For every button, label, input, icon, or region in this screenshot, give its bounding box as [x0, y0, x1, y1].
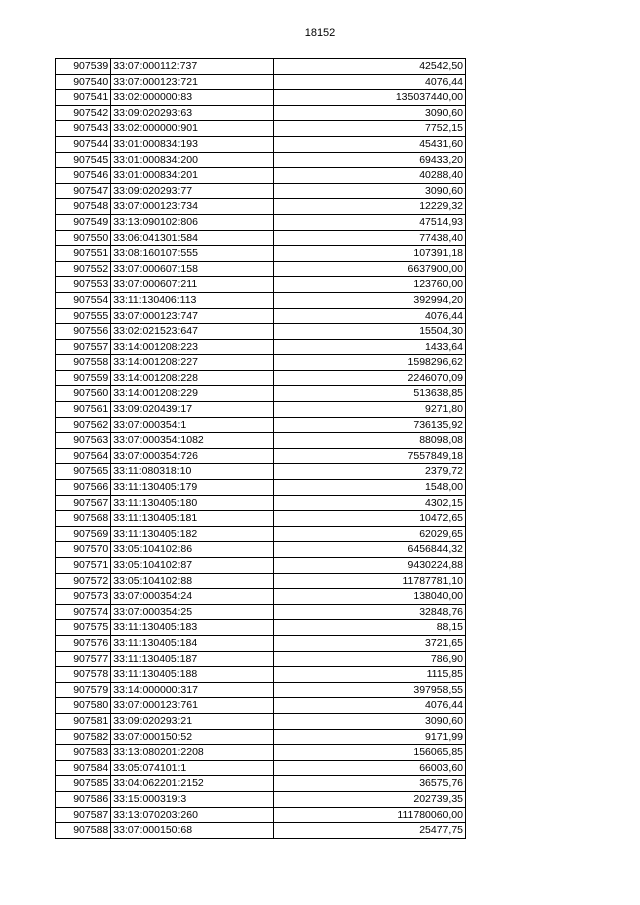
- cadastral-number-cell: 33:01:000834:201: [111, 168, 274, 184]
- table-row: [56, 464, 466, 480]
- table-row: [56, 324, 466, 340]
- row-id-cell: 907575: [56, 620, 111, 636]
- row-id-cell: 907578: [56, 667, 111, 683]
- row-id-cell: 907569: [56, 526, 111, 542]
- value-cell: 107391,18: [274, 246, 466, 262]
- cadastral-number-cell: 33:05:074101:1: [111, 760, 274, 776]
- value-cell: 69433,20: [274, 152, 466, 168]
- table-row: [56, 729, 466, 745]
- row-id-cell: 907543: [56, 121, 111, 137]
- table-row: [56, 308, 466, 324]
- registry-table: [55, 58, 466, 839]
- cadastral-number-cell: 33:09:020293:63: [111, 105, 274, 121]
- row-id-cell: 907555: [56, 308, 111, 324]
- row-id-cell: 907565: [56, 464, 111, 480]
- value-cell: 77438,40: [274, 230, 466, 246]
- table-row: [56, 526, 466, 542]
- row-id-cell: 907572: [56, 573, 111, 589]
- cadastral-number-cell: 33:07:000123:747: [111, 308, 274, 324]
- cadastral-number-cell: 33:04:062201:2152: [111, 776, 274, 792]
- value-cell: 3090,60: [274, 713, 466, 729]
- cadastral-number-cell: 33:07:000123:761: [111, 698, 274, 714]
- cadastral-number-cell: 33:14:001208:227: [111, 355, 274, 371]
- table-row: [56, 667, 466, 683]
- table-row: [56, 651, 466, 667]
- value-cell: 4076,44: [274, 74, 466, 90]
- table-row: [56, 495, 466, 511]
- table-row: [56, 261, 466, 277]
- table-row: [56, 511, 466, 527]
- table-row: [56, 121, 466, 137]
- table-row: [56, 105, 466, 121]
- cadastral-number-cell: 33:11:130405:179: [111, 480, 274, 496]
- table-row: [56, 292, 466, 308]
- row-id-cell: 907560: [56, 386, 111, 402]
- table-row: [56, 402, 466, 418]
- cadastral-number-cell: 33:11:130405:182: [111, 526, 274, 542]
- cadastral-number-cell: 33:07:000354:1082: [111, 433, 274, 449]
- cadastral-number-cell: 33:11:130406:113: [111, 292, 274, 308]
- cadastral-number-cell: 33:15:000319:3: [111, 791, 274, 807]
- table-row: [56, 823, 466, 839]
- value-cell: 1115,85: [274, 667, 466, 683]
- value-cell: 3090,60: [274, 105, 466, 121]
- cadastral-number-cell: 33:08:160107:555: [111, 246, 274, 262]
- cadastral-number-cell: 33:11:130405:184: [111, 635, 274, 651]
- row-id-cell: 907584: [56, 760, 111, 776]
- value-cell: 2246070,09: [274, 370, 466, 386]
- value-cell: 9171,99: [274, 729, 466, 745]
- row-id-cell: 907570: [56, 542, 111, 558]
- value-cell: 47514,93: [274, 214, 466, 230]
- value-cell: 11787781,10: [274, 573, 466, 589]
- table-row: [56, 558, 466, 574]
- value-cell: 88098,08: [274, 433, 466, 449]
- value-cell: 156065,85: [274, 745, 466, 761]
- value-cell: 6456844,32: [274, 542, 466, 558]
- value-cell: 88,15: [274, 620, 466, 636]
- row-id-cell: 907552: [56, 261, 111, 277]
- row-id-cell: 907574: [56, 604, 111, 620]
- table-row: [56, 433, 466, 449]
- table-row: [56, 90, 466, 106]
- table-row: [56, 246, 466, 262]
- row-id-cell: 907547: [56, 183, 111, 199]
- table-row: [56, 355, 466, 371]
- table-row: [56, 448, 466, 464]
- row-id-cell: 907562: [56, 417, 111, 433]
- row-id-cell: 907550: [56, 230, 111, 246]
- row-id-cell: 907583: [56, 745, 111, 761]
- cadastral-number-cell: 33:07:000150:52: [111, 729, 274, 745]
- cadastral-number-cell: 33:02:000000:901: [111, 121, 274, 137]
- row-id-cell: 907563: [56, 433, 111, 449]
- value-cell: 786,90: [274, 651, 466, 667]
- row-id-cell: 907576: [56, 635, 111, 651]
- cadastral-number-cell: 33:05:104102:88: [111, 573, 274, 589]
- table-row: [56, 168, 466, 184]
- value-cell: 138040,00: [274, 589, 466, 605]
- value-cell: 12229,32: [274, 199, 466, 215]
- value-cell: 736135,92: [274, 417, 466, 433]
- value-cell: 3721,65: [274, 635, 466, 651]
- value-cell: 4302,15: [274, 495, 466, 511]
- cadastral-number-cell: 33:11:130405:188: [111, 667, 274, 683]
- row-id-cell: 907557: [56, 339, 111, 355]
- row-id-cell: 907559: [56, 370, 111, 386]
- row-id-cell: 907545: [56, 152, 111, 168]
- value-cell: 7752,15: [274, 121, 466, 137]
- row-id-cell: 907548: [56, 199, 111, 215]
- cadastral-number-cell: 33:09:020293:77: [111, 183, 274, 199]
- cadastral-number-cell: 33:02:021523:647: [111, 324, 274, 340]
- row-id-cell: 907546: [56, 168, 111, 184]
- cadastral-number-cell: 33:06:041301:584: [111, 230, 274, 246]
- row-id-cell: 907540: [56, 74, 111, 90]
- cadastral-number-cell: 33:05:104102:87: [111, 558, 274, 574]
- table-row: [56, 573, 466, 589]
- cadastral-number-cell: 33:02:000000:83: [111, 90, 274, 106]
- row-id-cell: 907542: [56, 105, 111, 121]
- value-cell: 9271,80: [274, 402, 466, 418]
- value-cell: 36575,76: [274, 776, 466, 792]
- table-row: [56, 745, 466, 761]
- table-body: [56, 59, 466, 839]
- value-cell: 45431,60: [274, 136, 466, 152]
- cadastral-number-cell: 33:11:080318:10: [111, 464, 274, 480]
- row-id-cell: 907573: [56, 589, 111, 605]
- row-id-cell: 907541: [56, 90, 111, 106]
- table-row: [56, 776, 466, 792]
- value-cell: 66003,60: [274, 760, 466, 776]
- cadastral-number-cell: 33:11:130405:183: [111, 620, 274, 636]
- table-row: [56, 760, 466, 776]
- table-row: [56, 59, 466, 75]
- table-row: [56, 791, 466, 807]
- value-cell: 3090,60: [274, 183, 466, 199]
- value-cell: 10472,65: [274, 511, 466, 527]
- value-cell: 2379,72: [274, 464, 466, 480]
- cadastral-number-cell: 33:07:000354:25: [111, 604, 274, 620]
- row-id-cell: 907580: [56, 698, 111, 714]
- table-row: [56, 542, 466, 558]
- table-row: [56, 370, 466, 386]
- table-row: [56, 698, 466, 714]
- value-cell: 1548,00: [274, 480, 466, 496]
- cadastral-number-cell: 33:07:000123:734: [111, 199, 274, 215]
- cadastral-number-cell: 33:11:130405:181: [111, 511, 274, 527]
- table-row: [56, 417, 466, 433]
- table-row: [56, 183, 466, 199]
- value-cell: 1433,64: [274, 339, 466, 355]
- table-row: [56, 277, 466, 293]
- row-id-cell: 907564: [56, 448, 111, 464]
- table-row: [56, 339, 466, 355]
- table-row: [56, 214, 466, 230]
- table-row: [56, 807, 466, 823]
- value-cell: 202739,35: [274, 791, 466, 807]
- row-id-cell: 907558: [56, 355, 111, 371]
- row-id-cell: 907566: [56, 480, 111, 496]
- cadastral-number-cell: 33:13:080201:2208: [111, 745, 274, 761]
- value-cell: 1598296,62: [274, 355, 466, 371]
- row-id-cell: 907586: [56, 791, 111, 807]
- row-id-cell: 907567: [56, 495, 111, 511]
- table-row: [56, 136, 466, 152]
- cadastral-number-cell: 33:07:000354:24: [111, 589, 274, 605]
- table-row: [56, 74, 466, 90]
- value-cell: 62029,65: [274, 526, 466, 542]
- row-id-cell: 907585: [56, 776, 111, 792]
- cadastral-number-cell: 33:07:000123:721: [111, 74, 274, 90]
- cadastral-number-cell: 33:14:000000:317: [111, 682, 274, 698]
- page-number: 18152: [304, 27, 336, 39]
- value-cell: 6637900,00: [274, 261, 466, 277]
- row-id-cell: 907551: [56, 246, 111, 262]
- value-cell: 111780060,00: [274, 807, 466, 823]
- table-row: [56, 152, 466, 168]
- table-row: [56, 386, 466, 402]
- row-id-cell: 907554: [56, 292, 111, 308]
- cadastral-number-cell: 33:11:130405:187: [111, 651, 274, 667]
- value-cell: 42542,50: [274, 59, 466, 75]
- row-id-cell: 907581: [56, 713, 111, 729]
- value-cell: 4076,44: [274, 698, 466, 714]
- row-id-cell: 907568: [56, 511, 111, 527]
- cadastral-number-cell: 33:09:020293:21: [111, 713, 274, 729]
- value-cell: 135037440,00: [274, 90, 466, 106]
- cadastral-number-cell: 33:09:020439:17: [111, 402, 274, 418]
- table-row: [56, 589, 466, 605]
- row-id-cell: 907582: [56, 729, 111, 745]
- row-id-cell: 907579: [56, 682, 111, 698]
- table-row: [56, 230, 466, 246]
- value-cell: 25477,75: [274, 823, 466, 839]
- row-id-cell: 907553: [56, 277, 111, 293]
- cadastral-number-cell: 33:07:000150:68: [111, 823, 274, 839]
- value-cell: 32848,76: [274, 604, 466, 620]
- row-id-cell: 907539: [56, 59, 111, 75]
- cadastral-number-cell: 33:05:104102:86: [111, 542, 274, 558]
- value-cell: 392994,20: [274, 292, 466, 308]
- value-cell: 9430224,88: [274, 558, 466, 574]
- cadastral-number-cell: 33:07:000354:1: [111, 417, 274, 433]
- cadastral-number-cell: 33:13:070203:260: [111, 807, 274, 823]
- value-cell: 4076,44: [274, 308, 466, 324]
- table-row: [56, 604, 466, 620]
- cadastral-number-cell: 33:14:001208:228: [111, 370, 274, 386]
- cadastral-number-cell: 33:14:001208:223: [111, 339, 274, 355]
- row-id-cell: 907587: [56, 807, 111, 823]
- value-cell: 7557849,18: [274, 448, 466, 464]
- row-id-cell: 907561: [56, 402, 111, 418]
- table-row: [56, 620, 466, 636]
- table-row: [56, 682, 466, 698]
- value-cell: 15504,30: [274, 324, 466, 340]
- row-id-cell: 907571: [56, 558, 111, 574]
- cadastral-number-cell: 33:07:000607:158: [111, 261, 274, 277]
- row-id-cell: 907544: [56, 136, 111, 152]
- cadastral-number-cell: 33:01:000834:193: [111, 136, 274, 152]
- value-cell: 513638,85: [274, 386, 466, 402]
- value-cell: 397958,55: [274, 682, 466, 698]
- row-id-cell: 907549: [56, 214, 111, 230]
- value-cell: 123760,00: [274, 277, 466, 293]
- cadastral-number-cell: 33:14:001208:229: [111, 386, 274, 402]
- table-row: [56, 199, 466, 215]
- row-id-cell: 907556: [56, 324, 111, 340]
- cadastral-number-cell: 33:01:000834:200: [111, 152, 274, 168]
- table-row: [56, 713, 466, 729]
- cadastral-number-cell: 33:07:000112:737: [111, 59, 274, 75]
- cadastral-number-cell: 33:11:130405:180: [111, 495, 274, 511]
- value-cell: 40288,40: [274, 168, 466, 184]
- table-row: [56, 635, 466, 651]
- cadastral-number-cell: 33:07:000607:211: [111, 277, 274, 293]
- cadastral-number-cell: 33:07:000354:726: [111, 448, 274, 464]
- row-id-cell: 907588: [56, 823, 111, 839]
- row-id-cell: 907577: [56, 651, 111, 667]
- table-row: [56, 480, 466, 496]
- cadastral-number-cell: 33:13:090102:806: [111, 214, 274, 230]
